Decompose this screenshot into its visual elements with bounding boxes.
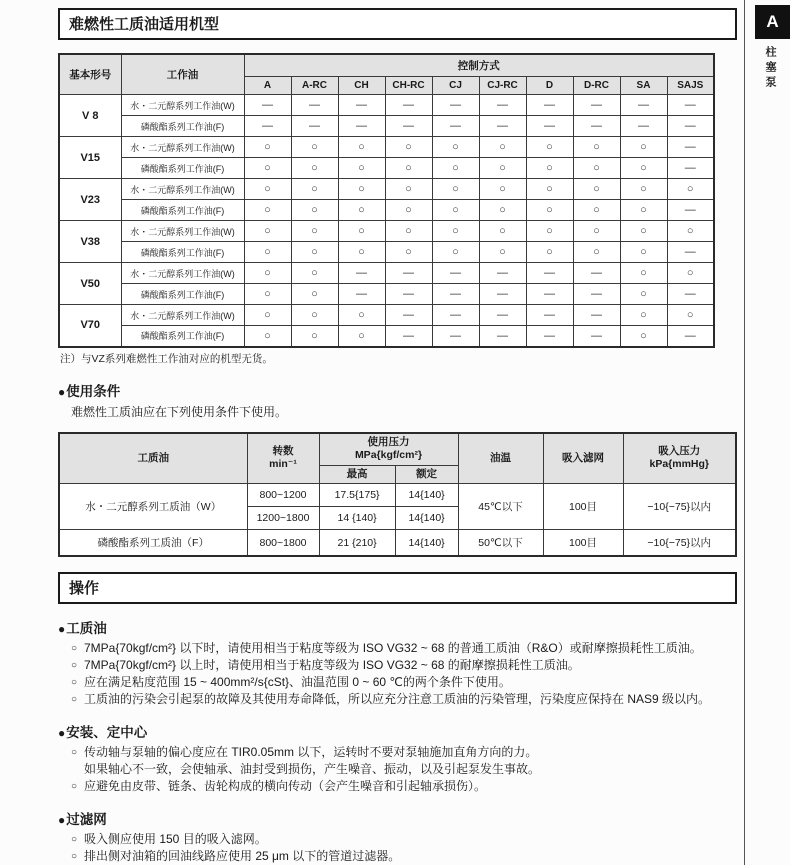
oil-type-f: 磷酸酯系列工作油(F) [121,200,244,221]
availability-mark: ○ [291,158,338,179]
model-row-f [59,242,714,263]
availability-mark: — [338,95,385,116]
model-row-w [59,137,714,158]
availability-mark: ○ [291,242,338,263]
availability-mark: — [338,116,385,137]
availability-mark: ○ [573,137,620,158]
oil-type-w: 水・二元醇系列工作油(W) [121,95,244,116]
col-header-max: 最高 [319,465,395,484]
usage-conditions-heading [58,380,737,400]
availability-mark: — [573,95,620,116]
usage-conditions-title: 使用条件 [66,383,121,399]
model-row-w [59,263,714,284]
item-marker: ○ [71,643,78,655]
instruction-text: 传动轴与泵轴的偏心度应在 TIR0.05mm 以下，运转时不要对泵轴施加直角方向的力。 [84,745,538,760]
col-header-fluid: 工质油 [59,433,247,484]
availability-mark: ○ [385,221,432,242]
availability-mark: — [526,305,573,326]
model-name: V23 [59,179,121,221]
fluid-name: 磷酸酯系列工质油（F） [59,530,247,557]
availability-mark: ○ [244,326,291,347]
availability-mark: ○ [667,221,714,242]
conditions-table-body [59,484,736,557]
suction-pressure-value: −10{−75}以内 [623,484,736,530]
availability-mark: — [573,116,620,137]
model-name: V 8 [59,95,121,137]
availability-mark: — [432,263,479,284]
availability-mark: ○ [526,221,573,242]
item-marker: ○ [71,677,78,689]
content-column [58,8,737,865]
subsection-items [71,640,737,708]
availability-mark: — [667,137,714,158]
availability-mark: ○ [573,179,620,200]
availability-mark: ○ [244,179,291,200]
item-marker [71,761,84,778]
availability-mark: ○ [620,305,667,326]
availability-mark: ○ [479,221,526,242]
availability-mark: — [479,95,526,116]
availability-mark: ○ [432,179,479,200]
subsection-title: 过滤网 [66,812,107,828]
oil-type-f: 磷酸酯系列工作油(F) [121,242,244,263]
availability-mark: — [432,116,479,137]
availability-mark: ○ [291,284,338,305]
availability-mark: ○ [432,200,479,221]
subsection-heading [58,617,737,637]
operation-section-title: 操作 [58,572,737,604]
model-row-w [59,95,714,116]
availability-mark: ○ [479,137,526,158]
availability-mark: — [526,95,573,116]
suction-pressure-value: −10{−75}以内 [623,530,736,557]
operation-subsection [58,808,737,865]
condition-row [59,484,736,507]
instruction-text: 工质油的污染会引起泵的故障及其使用寿命降低，所以应充分注意工质油的污染管理，污染度应保持在 NAS9 级以内。 [84,692,711,707]
availability-mark: — [667,116,714,137]
availability-mark: ○ [244,305,291,326]
availability-mark: ○ [526,158,573,179]
model-row-f [59,326,714,347]
col-header-control-method: 控制方式 [244,54,714,77]
availability-mark: — [479,305,526,326]
availability-mark: ○ [573,242,620,263]
col-header-strainer: 吸入滤网 [543,433,623,484]
availability-mark: — [573,326,620,347]
availability-mark: ○ [338,158,385,179]
availability-mark: ○ [667,179,714,200]
section-index-tab: A [755,5,790,39]
instruction-line [71,657,737,674]
availability-mark: ○ [338,221,385,242]
availability-mark: ○ [620,200,667,221]
availability-mark: — [244,116,291,137]
availability-mark: — [620,95,667,116]
usage-conditions-subtitle: 难燃性工质油应在下列使用条件下使用。 [71,404,288,419]
availability-mark: ○ [338,137,385,158]
availability-mark: ○ [573,158,620,179]
suction-unit: kPa{mmHg} [649,458,710,471]
model-row-w [59,221,714,242]
instruction-text: 7MPa{70kgf/cm²} 以下时，请使用相当于粘度等级为 ISO VG32 ~ 68 的普通工质油（R&O）或耐摩擦损耗性工质油。 [84,641,702,656]
control-column-d-rc: D-RC [573,77,620,95]
oil-temp-value: 50℃以下 [458,530,543,557]
availability-mark: ○ [244,137,291,158]
availability-mark: — [432,284,479,305]
model-name: V50 [59,263,121,305]
instruction-text: 如果轴心不一致，会使轴承、油封受到损伤，产生噪音、振动，以及引起泵发生事故。 [84,762,541,777]
control-column-d: D [526,77,573,95]
fluid-name: 水・二元醇系列工质油（W） [59,484,247,530]
control-column-ch: CH [338,77,385,95]
availability-mark: ○ [385,242,432,263]
availability-mark: — [385,305,432,326]
control-column-cj-rc: CJ-RC [479,77,526,95]
condition-row [59,530,736,557]
availability-mark: — [667,158,714,179]
model-name: V15 [59,137,121,179]
availability-mark: — [479,326,526,347]
col-header-pressure: 使用压力 MPa{kgf/cm²} [319,433,458,466]
oil-type-f: 磷酸酯系列工作油(F) [121,284,244,305]
usage-conditions-table [58,432,737,558]
availability-mark: — [385,116,432,137]
availability-mark: ○ [291,200,338,221]
col-header-model: 基本形号 [59,54,121,95]
availability-mark: ○ [620,263,667,284]
item-marker: ○ [71,781,78,793]
operation-subsection [58,721,737,795]
subsection-items [71,744,737,795]
availability-mark: — [291,116,338,137]
instruction-text: 7MPa{70kgf/cm²} 以上时，请使用相当于粘度等级为 ISO VG32 ~ 68 的耐摩擦损耗性工质油。 [84,658,580,673]
item-marker: ○ [71,747,78,759]
availability-mark: ○ [432,221,479,242]
availability-mark: ○ [479,179,526,200]
availability-mark: ○ [338,179,385,200]
availability-mark: ○ [526,200,573,221]
availability-mark: ○ [526,137,573,158]
rated-pressure-value: 14{140} [395,484,458,507]
availability-mark: ○ [291,326,338,347]
control-column-sa: SA [620,77,667,95]
instruction-line [71,640,737,657]
availability-mark: ○ [620,284,667,305]
bullet-icon: ● [58,622,66,637]
availability-mark: ○ [244,284,291,305]
col-header-working-oil: 工作油 [121,54,244,95]
sidebar [745,0,790,865]
bullet-icon: ● [58,726,66,741]
control-column-cj: CJ [432,77,479,95]
max-pressure-value: 21 {210} [319,530,395,557]
availability-mark: — [479,116,526,137]
speed-value: 800~1200 [247,484,319,507]
availability-mark: — [526,284,573,305]
availability-mark: ○ [385,158,432,179]
instruction-text: 吸入侧应使用 150 目的吸入滤网。 [84,832,267,847]
availability-mark: — [667,95,714,116]
availability-mark: — [573,284,620,305]
availability-mark: ○ [338,326,385,347]
availability-mark: ○ [479,158,526,179]
availability-mark: — [385,263,432,284]
availability-mark: ○ [291,179,338,200]
oil-type-w: 水・二元醇系列工作油(W) [121,179,244,200]
availability-mark: ○ [526,179,573,200]
bullet-icon: ● [58,813,66,828]
subsection-title: 安装、定中心 [66,725,148,741]
availability-mark: ○ [385,137,432,158]
availability-mark: ○ [620,137,667,158]
availability-mark: — [338,284,385,305]
strainer-value: 100目 [543,484,623,530]
oil-type-w: 水・二元醇系列工作油(W) [121,263,244,284]
col-header-rated: 额定 [395,465,458,484]
availability-mark: ○ [244,263,291,284]
model-row-w [59,179,714,200]
availability-mark: ○ [620,158,667,179]
availability-mark: ○ [620,242,667,263]
availability-mark: ○ [620,326,667,347]
control-column-a: A [244,77,291,95]
subsection-items [71,831,737,865]
availability-mark: ○ [479,200,526,221]
model-row-f [59,158,714,179]
model-row-f [59,116,714,137]
availability-mark: ○ [432,158,479,179]
speed-value: 800~1800 [247,530,319,557]
availability-mark: — [573,305,620,326]
instruction-line [71,674,737,691]
models-table-body [59,95,714,347]
subsection-title: 工质油 [66,621,107,637]
availability-mark: — [291,95,338,116]
col-header-speed: 转数 min⁻¹ [247,433,319,484]
availability-mark: ○ [338,305,385,326]
col-header-oil-temp: 油温 [458,433,543,484]
control-column-a-rc: A-RC [291,77,338,95]
oil-type-w: 水・二元醇系列工作油(W) [121,305,244,326]
control-column-ch-rc: CH-RC [385,77,432,95]
availability-mark: ○ [291,137,338,158]
instruction-line [71,831,737,848]
instruction-line [71,848,737,865]
availability-mark: — [526,116,573,137]
item-marker: ○ [71,851,78,863]
instruction-text: 排出侧对油箱的回油线路应使用 25 μm 以下的管道过滤器。 [84,849,401,864]
max-pressure-value: 17.5{175} [319,484,395,507]
availability-mark: ○ [620,221,667,242]
availability-mark: — [620,116,667,137]
subsection-heading [58,808,737,828]
availability-mark: ○ [291,305,338,326]
availability-mark: — [385,95,432,116]
availability-mark: ○ [385,179,432,200]
availability-mark: ○ [573,200,620,221]
availability-mark: — [338,263,385,284]
availability-mark: ○ [526,242,573,263]
availability-mark: — [479,284,526,305]
oil-temp-value: 45℃以下 [458,484,543,530]
rated-pressure-value: 14{140} [395,507,458,530]
speed-value: 1200~1800 [247,507,319,530]
speed-unit: min⁻¹ [269,458,297,471]
control-column-sajs: SAJS [667,77,714,95]
availability-mark: — [432,305,479,326]
availability-mark: ○ [244,242,291,263]
operation-sections [58,617,737,865]
availability-mark: ○ [291,221,338,242]
availability-mark: — [385,326,432,347]
oil-type-f: 磷酸酯系列工作油(F) [121,116,244,137]
rated-pressure-value: 14{140} [395,530,458,557]
availability-mark: ○ [479,242,526,263]
availability-mark: ○ [667,305,714,326]
availability-mark: ○ [432,137,479,158]
availability-mark: — [432,95,479,116]
availability-mark: — [244,95,291,116]
availability-mark: ○ [244,200,291,221]
instruction-text: 应在满足粘度范围 15 ~ 400mm²/s{cSt}、油温范围 0 ~ 60 ℃的两个条件下使用。 [84,675,511,690]
availability-mark: ○ [385,200,432,221]
page-title: 难燃性工质油适用机型 [58,8,737,40]
oil-type-w: 水・二元醇系列工作油(W) [121,137,244,158]
applicable-models-table [58,53,715,348]
model-name: V38 [59,221,121,263]
oil-type-w: 水・二元醇系列工作油(W) [121,221,244,242]
availability-mark: — [526,263,573,284]
max-pressure-value: 14 {140} [319,507,395,530]
availability-mark: — [667,242,714,263]
model-row-f [59,200,714,221]
item-marker: ○ [71,660,78,672]
model-row-w [59,305,714,326]
availability-mark: — [667,200,714,221]
col-header-suction-pressure: 吸入压力 kPa{mmHg} [623,433,736,484]
availability-mark: — [667,326,714,347]
strainer-value: 100目 [543,530,623,557]
availability-mark: — [479,263,526,284]
instruction-line [71,778,737,795]
model-row-f [59,284,714,305]
operation-subsection [58,617,737,708]
sidebar-category-label: 柱塞泵 [764,46,776,91]
availability-mark: — [526,326,573,347]
instruction-text: 应避免由皮带、链条、齿轮构成的横向传动（会产生噪音和引起轴承损伤）。 [84,779,487,794]
availability-mark: — [573,263,620,284]
availability-mark: ○ [432,242,479,263]
oil-type-f: 磷酸酯系列工作油(F) [121,158,244,179]
bullet-icon: ● [58,384,66,399]
availability-mark: ○ [244,158,291,179]
availability-mark: ○ [244,221,291,242]
availability-mark: — [667,284,714,305]
model-name: V70 [59,305,121,347]
availability-mark: — [385,284,432,305]
subsection-heading [58,721,737,741]
oil-type-f: 磷酸酯系列工作油(F) [121,326,244,347]
availability-mark: ○ [573,221,620,242]
availability-mark: ○ [620,179,667,200]
instruction-line [71,744,737,761]
availability-mark: — [432,326,479,347]
instruction-line [71,761,737,778]
item-marker: ○ [71,694,78,706]
availability-mark: ○ [338,200,385,221]
availability-mark: ○ [667,263,714,284]
availability-mark: ○ [291,263,338,284]
pressure-unit: MPa{kgf/cm²} [354,449,423,462]
item-marker: ○ [71,834,78,846]
instruction-line [71,691,737,708]
availability-mark: ○ [338,242,385,263]
table-note: 注）与VZ系列难燃性工作油对应的机型无货。 [60,352,273,365]
